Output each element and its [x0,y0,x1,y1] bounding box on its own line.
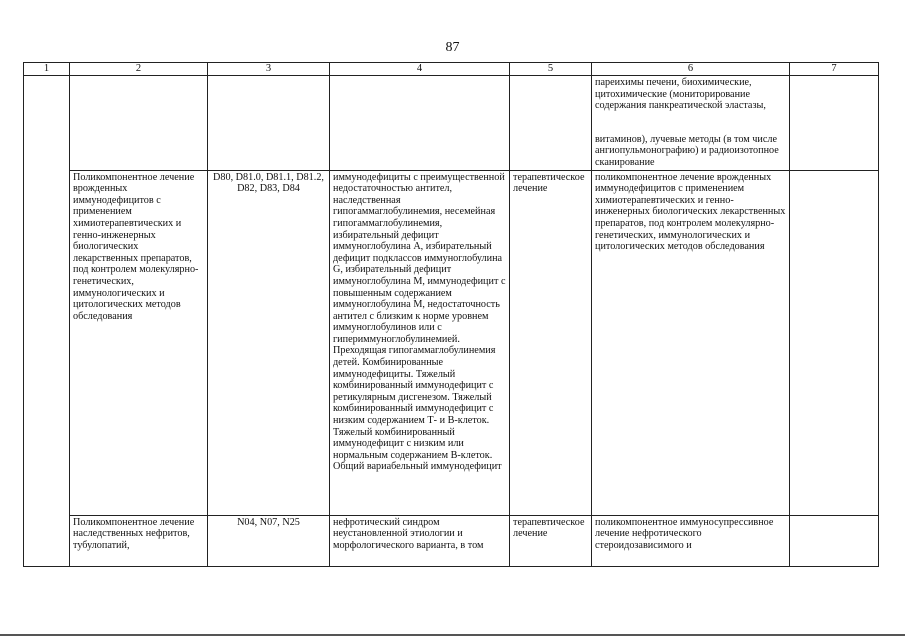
table-cell-col5 [510,76,592,171]
cell-gap [595,112,786,134]
header-cell-6: 6 [592,63,790,76]
header-cell-3: 3 [208,63,330,76]
cell-text: парeихимы печени, биохимические, цитохимические (мониторирование содержания панкреатической эластазы, [595,77,766,112]
table-cell-col4: нефротический синдром неустановленной этиологии и морфологического варианта, в том [330,515,510,566]
header-cell-5: 5 [510,63,592,76]
table-cell-col3: D80, D81.0, D81.1, D81.2, D82, D83, D84 [208,170,330,515]
table-cell-col6 [592,76,790,171]
scan-edge-line [0,634,905,636]
header-cell-1: 1 [24,63,70,76]
table-row [24,76,879,171]
table-cell-col7 [790,170,879,515]
table-cell-col4 [330,76,510,171]
table-cell-col2: Поликомпонентное лечение врожденных иммунодефицитов с применением химиотерапевтических и генно-инженерных биологических лекарственных препаратов, под контролем молекулярно-генетических, иммунологических и цитологических методов обследования [70,170,208,515]
table-cell-col6: поликомпонентное иммуносупрессивное лечение нефротического стероидозависимого и [592,515,790,566]
table-cell-col2: Поликомпонентное лечение наследственных нефритов, тубулопатий, [70,515,208,566]
page-number: 87 [445,40,460,55]
table-cell-col5: терапевтическое лечение [510,515,592,566]
header-cell-4: 4 [330,63,510,76]
table-cell-col6: поликомпонентное лечение врожденных иммунодефицитов с применением химиотерапевтических и генно-инженерных биологических лекарственных препаратов, под контролем молекулярно-генетических, иммунологических и цитологических методов обследования [592,170,790,515]
table-row [24,515,879,566]
table-cell-col7 [790,515,879,566]
table-cell-col4: иммунодефициты с преимущественной недостаточностью антител, наследственная гипогаммаглобулинемия, несемейная гипогаммаглобулинемия, избирательный дефицит иммуноглобулина А, избирательный дефицит подклассов иммуноглобулина G, избирательный дефицит иммуноглобулина М, иммунодефицит с повышенным содержанием иммуноглобулина М, недостаточность антител с близким к норме уровнем иммуноглобулинов или с гипериммуноглобулинемией. Преходящая гипогаммаглобулинемия детей. Комбинированные иммунодефициты. Тяжелый комбинированный иммунодефицит с ретикулярным дисгенезом. Тяжелый комбинированный иммунодефицит с низким содержанием Т- и В-клеток. Тяжелый комбинированный иммунодефицит с низким или нормальным содержанием В-клеток. Общий вариабельный иммунодефицит [330,170,510,515]
header-row [24,63,879,76]
header-cell-7: 7 [790,63,879,76]
procedures-table [23,62,879,567]
table-cell-col7 [790,76,879,171]
table-row [24,170,879,515]
table-cell-col3: N04, N07, N25 [208,515,330,566]
table-cell-col5: терапевтическое лечение [510,170,592,515]
header-cell-2: 2 [70,63,208,76]
table-cell-col1 [24,76,70,567]
table-cell-col2 [70,76,208,171]
table-cell-col3 [208,76,330,171]
cell-text: витаминов), лучевые методы (в том числе ангиопульмонографию) и радиоизотопное сканирование [595,133,779,168]
